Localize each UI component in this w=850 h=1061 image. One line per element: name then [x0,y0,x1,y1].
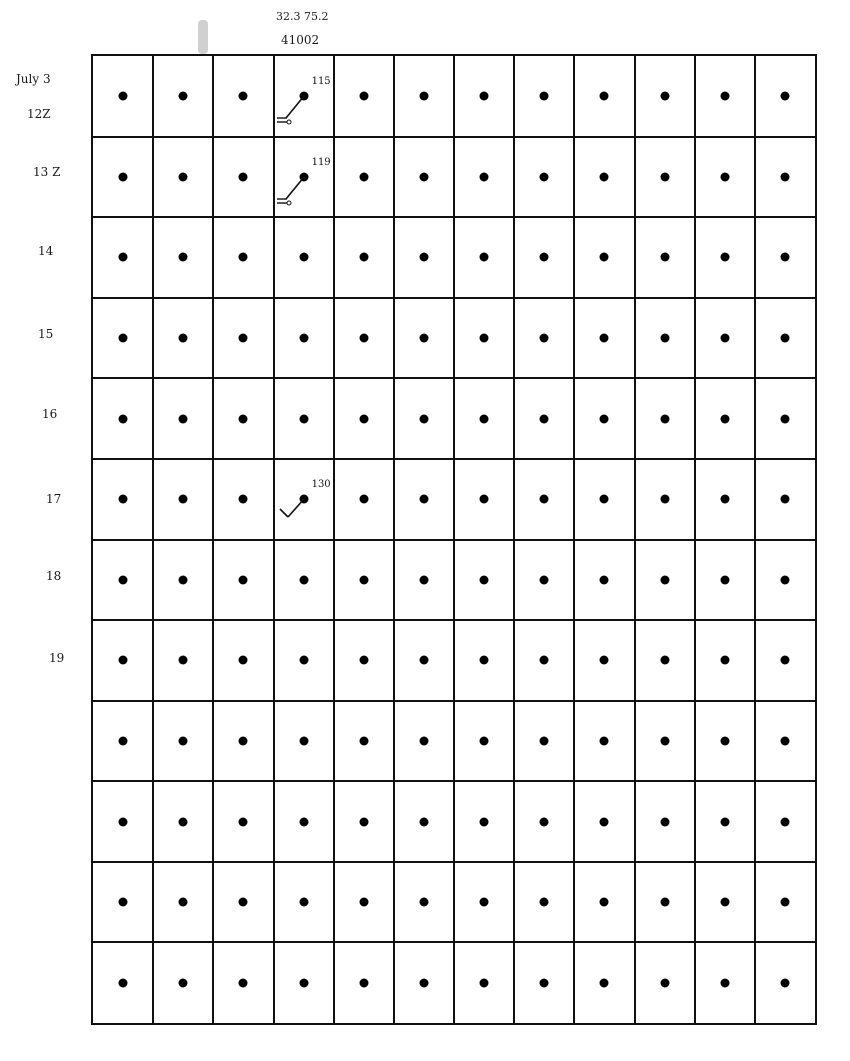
station-dot [299,898,308,907]
station-dot [419,253,428,262]
station-dot [299,817,308,826]
grid-row-line [93,136,815,138]
grid-row-line [93,297,815,299]
station-dot [299,575,308,584]
station-dot [419,92,428,101]
station-dot [119,898,128,907]
station-dot [600,898,609,907]
grid-row-line [93,700,815,702]
station-dot [119,253,128,262]
station-dot [359,656,368,665]
station-coordinates: 32.3 75.2 [276,10,329,23]
station-dot [359,495,368,504]
station-dot [660,495,669,504]
grid-row-line [93,941,815,943]
station-dot [660,92,669,101]
station-dot [540,334,549,343]
station-dot [299,656,308,665]
station-dot [239,736,248,745]
station-dot [720,172,729,181]
station-dot [720,92,729,101]
station-dot [780,334,789,343]
station-dot [720,656,729,665]
station-dot [419,817,428,826]
station-dot [179,656,188,665]
wind-barb-icon [274,92,314,132]
station-dot [119,978,128,987]
station-dot [540,253,549,262]
station-dot [299,736,308,745]
station-dot [540,575,549,584]
station-dot [540,414,549,423]
station-dot [660,172,669,181]
station-dot [239,978,248,987]
row-label-date: July 3 [16,72,51,86]
station-dot [239,898,248,907]
station-dot [239,92,248,101]
station-dot [179,495,188,504]
station-dot [239,334,248,343]
station-dot [480,253,489,262]
station-dot [480,92,489,101]
station-dot [660,736,669,745]
station-dot [660,414,669,423]
station-dot [179,334,188,343]
grid-row-line [93,780,815,782]
grid-row-line [93,458,815,460]
station-dot [119,92,128,101]
grid-row-line [93,377,815,379]
row-label-18: 18 [46,569,62,583]
station-dot [239,817,248,826]
station-dot [600,736,609,745]
station-dot [119,414,128,423]
grid-row-line [93,216,815,218]
station-dot [359,898,368,907]
station-dot [179,575,188,584]
station-dot [359,334,368,343]
station-dot [780,253,789,262]
scan-smudge [198,20,208,54]
observation-value: 130 [311,479,331,491]
station-dot [600,253,609,262]
row-label-17: 17 [46,492,62,506]
wind-barb-icon [274,173,314,213]
station-dot [299,253,308,262]
station-dot [179,172,188,181]
station-dot [600,817,609,826]
station-dot [480,736,489,745]
station-dot [600,656,609,665]
station-dot [660,817,669,826]
station-dot [540,817,549,826]
station-dot [540,656,549,665]
station-dot [720,898,729,907]
station-dot [419,656,428,665]
station-dot [239,495,248,504]
row-label-13z: 13 Z [33,165,61,179]
station-dot [179,253,188,262]
station-dot [239,575,248,584]
station-dot [299,334,308,343]
station-dot [720,334,729,343]
station-dot [660,575,669,584]
station-dot [720,736,729,745]
plotting-grid [91,54,817,1025]
station-dot [540,736,549,745]
observation-value: 115 [311,76,331,88]
station-dot [720,253,729,262]
row-label-15: 15 [38,327,54,341]
station-dot [419,172,428,181]
station-dot [179,817,188,826]
station-dot [780,414,789,423]
station-dot [359,978,368,987]
station-dot [780,736,789,745]
station-dot [119,575,128,584]
grid-row-line [93,539,815,541]
station-dot [179,414,188,423]
station-dot [480,414,489,423]
station-dot [600,334,609,343]
station-dot [600,495,609,504]
station-dot [480,898,489,907]
station-dot [239,253,248,262]
station-dot [239,414,248,423]
station-dot [480,978,489,987]
station-dot [419,736,428,745]
station-dot [600,575,609,584]
station-dot [119,736,128,745]
station-dot [179,978,188,987]
station-dot [660,978,669,987]
station-dot [720,575,729,584]
station-dot [419,334,428,343]
station-dot [600,172,609,181]
station-dot [419,978,428,987]
station-dot [480,334,489,343]
station-dot [540,495,549,504]
station-dot [179,92,188,101]
station-dot [419,898,428,907]
station-dot [720,414,729,423]
station-dot [720,817,729,826]
station-dot [299,414,308,423]
station-dot [179,898,188,907]
station-dot [600,92,609,101]
station-dot [480,817,489,826]
station-dot [780,817,789,826]
station-dot [239,656,248,665]
wind-barb-icon [274,495,314,535]
station-id: 41002 [281,33,320,47]
station-dot [780,898,789,907]
station-dot [359,736,368,745]
station-dot [119,817,128,826]
station-dot [600,978,609,987]
station-dot [480,172,489,181]
station-dot [660,656,669,665]
station-dot [419,575,428,584]
station-dot [359,172,368,181]
station-dot [359,414,368,423]
station-dot [540,978,549,987]
grid-row-line [93,861,815,863]
station-dot [359,253,368,262]
station-dot [540,898,549,907]
row-label-16: 16 [42,407,58,421]
observation-value: 119 [311,156,331,168]
station-dot [780,495,789,504]
station-dot [299,978,308,987]
station-dot [480,495,489,504]
station-dot [660,898,669,907]
row-label-19: 19 [49,651,65,665]
row-label-14: 14 [38,244,54,258]
station-dot [780,575,789,584]
station-dot [179,736,188,745]
station-dot [540,172,549,181]
station-dot [480,656,489,665]
station-dot [600,414,609,423]
station-dot [660,334,669,343]
station-dot [780,978,789,987]
station-dot [119,495,128,504]
station-dot [119,334,128,343]
station-dot [359,575,368,584]
station-dot [780,656,789,665]
station-dot [780,172,789,181]
station-dot [720,495,729,504]
station-dot [239,172,248,181]
row-label-12z: 12Z [27,107,51,121]
station-dot [660,253,669,262]
station-dot [540,92,549,101]
station-dot [119,656,128,665]
station-dot [720,978,729,987]
station-dot [119,172,128,181]
station-dot [359,817,368,826]
station-dot [780,92,789,101]
station-dot [419,414,428,423]
grid-row-line [93,619,815,621]
station-dot [419,495,428,504]
station-dot [359,92,368,101]
station-dot [480,575,489,584]
